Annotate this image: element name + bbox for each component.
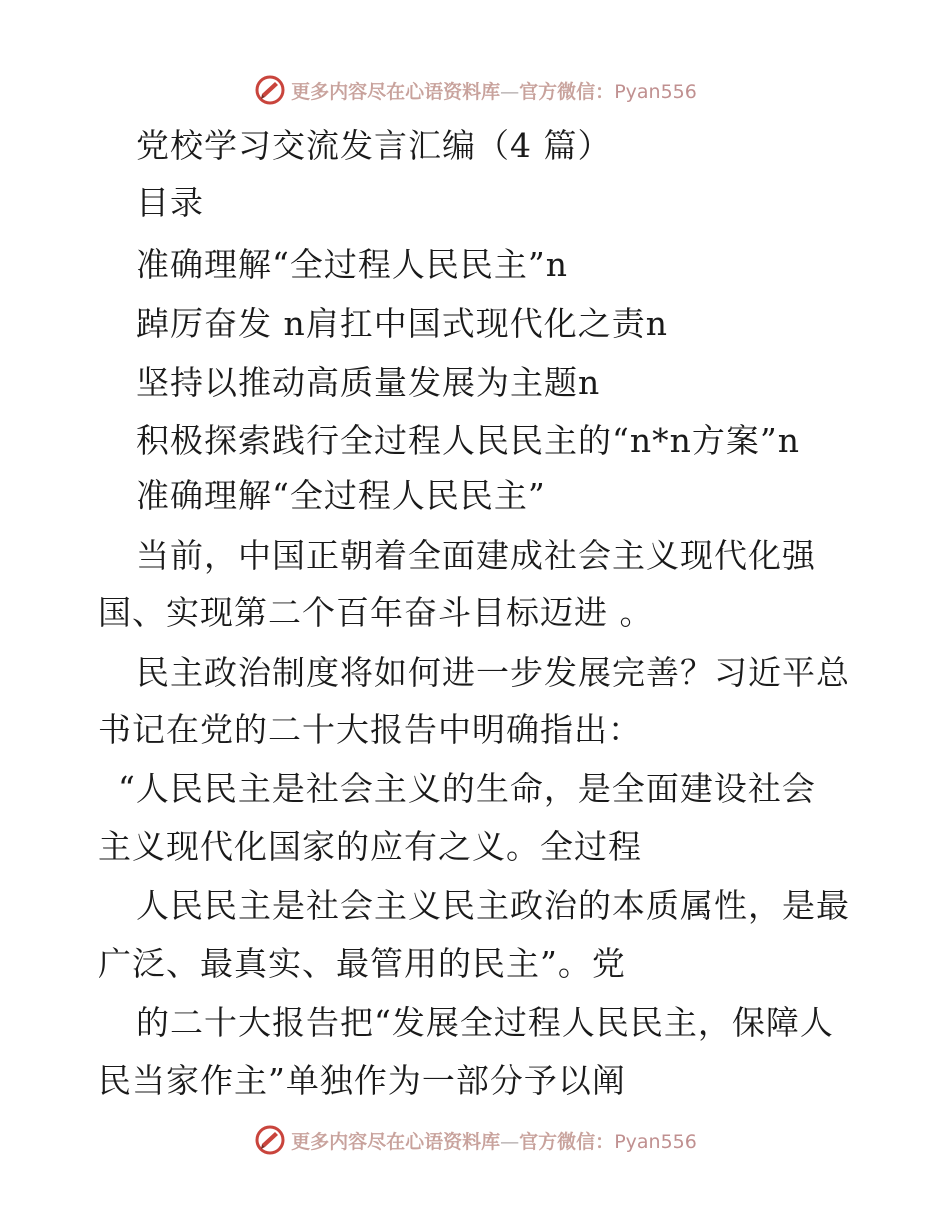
document-title: 党校学习交流发言汇编（4 篇） (136, 126, 612, 165)
watermark-text: 更多内容尽在心语资料库—官方微信：Pyan556 (291, 80, 697, 103)
toc-item: 踔厉奋发 n肩扛中国式现代化之责n (136, 304, 668, 343)
toc-heading: 目录 (136, 183, 204, 222)
toc-item: 积极探索践行全过程人民民主的“n*n方案”n (136, 421, 801, 460)
pen-logo-icon (253, 73, 287, 107)
paragraph-line: “人民民主是社会主义的生命，是全面建设社会 (118, 769, 816, 808)
pen-logo-icon (253, 1123, 287, 1157)
watermark-text: 更多内容尽在心语资料库—官方微信：Pyan556 (291, 1130, 697, 1153)
footer-watermark (0, 1120, 950, 1160)
paragraph-line: 的二十大报告把“发展全过程人民民主，保障人 (136, 1003, 834, 1042)
paragraph-line: 书记在党的二十大报告中明确指出： (98, 710, 642, 749)
section-heading: 准确理解“全过程人民民主” (136, 476, 546, 515)
paragraph-line: 民当家作主”单独作为一部分予以阐 (98, 1061, 626, 1100)
paragraph-line: 民主政治制度将如何进一步发展完善？习近平总 (136, 653, 850, 692)
header-watermark (0, 70, 950, 110)
toc-item: 准确理解“全过程人民民主”n (136, 245, 568, 284)
paragraph-line: 当前，中国正朝着全面建成社会主义现代化强 (136, 536, 816, 575)
paragraph-line: 主义现代化国家的应有之义。全过程 (98, 827, 642, 866)
paragraph-line: 国、实现第二个百年奋斗目标迈进 。 (98, 593, 654, 632)
paragraph-line: 人民民主是社会主义民主政治的本质属性，是最 (136, 886, 850, 925)
toc-item: 坚持以推动高质量发展为主题n (136, 363, 601, 402)
paragraph-line: 广泛、最真实、最管用的民主”。党 (98, 944, 626, 983)
